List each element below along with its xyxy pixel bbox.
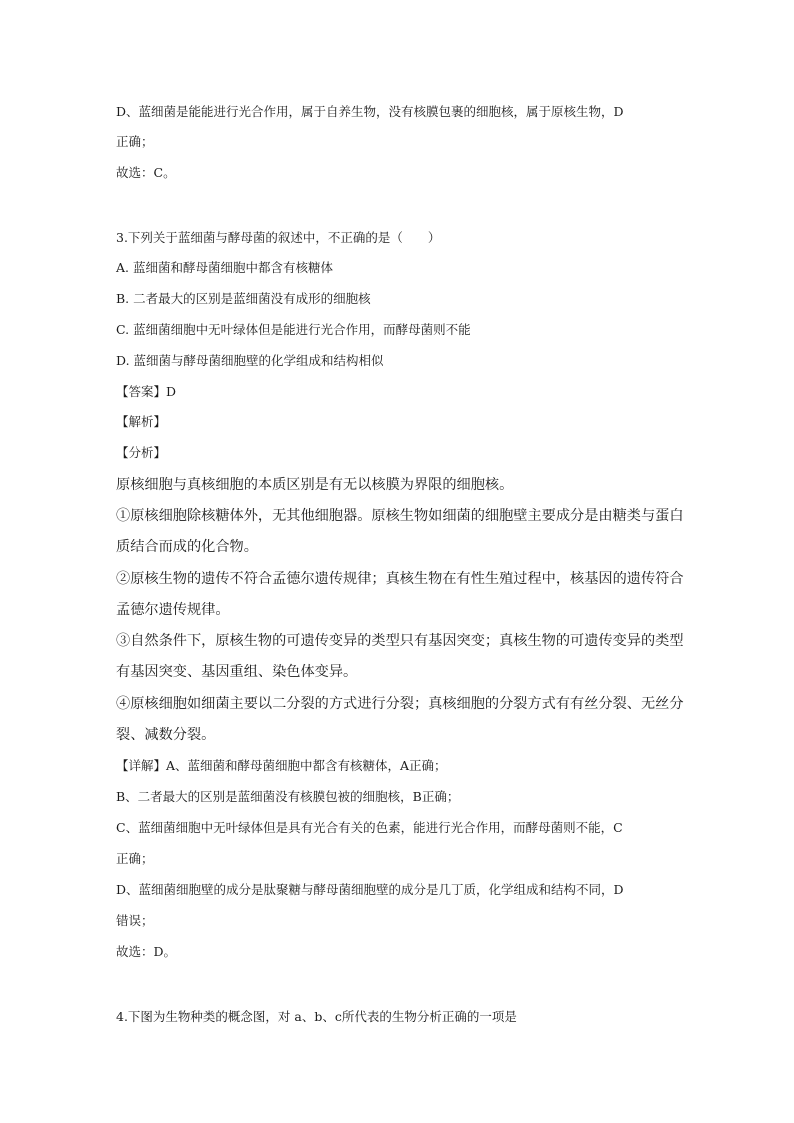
q3-detail-line: 正确； <box>116 851 154 866</box>
q4-stem: 4.下图为生物种类的概念图，对 a、b、c所代表的生物分析正确的一项是 <box>116 1009 517 1024</box>
q3-analysis-line: ③自然条件下，原核生物的可遗传变异的类型只有基因突变；真核生物的可遗传变异的类型 <box>116 633 684 649</box>
q3-option-c: C. 蓝细菌细胞中无叶绿体但是能进行光合作用，而酵母菌则不能 <box>116 322 471 337</box>
q3-jiexi-heading: 【解析】 <box>116 414 167 429</box>
prev-conclusion: 故选：C。 <box>116 165 176 180</box>
q3-analysis-line: 有基因突变、基因重组、染色体变异。 <box>116 664 358 680</box>
q3-detail-line: 错误； <box>116 913 154 928</box>
q3-analysis-line: 裂、减数分裂。 <box>116 727 216 743</box>
prev-option-d-line2: 正确； <box>116 134 154 149</box>
q3-analysis-line: 质结合而成的化合物。 <box>116 539 258 555</box>
q3-answer: 【答案】D <box>116 384 177 399</box>
q3-option-d: D. 蓝细菌与酵母菌细胞壁的化学组成和结构相似 <box>116 353 384 368</box>
q3-fenxi-heading: 【分析】 <box>116 445 167 460</box>
q3-analysis-line: 原核细胞与真核细胞的本质区别是有无以核膜为界限的细胞核。 <box>116 477 514 493</box>
q3-detail-conclusion: 故选：D。 <box>116 944 177 959</box>
q3-option-a: A. 蓝细菌和酵母菌细胞中都含有核糖体 <box>116 260 333 275</box>
q3-stem: 3.下列关于蓝细菌与酵母菌的叙述中，不正确的是（ ） <box>116 230 441 245</box>
q3-detail-line: D、蓝细菌细胞壁的成分是肽聚糖与酵母菌细胞壁的成分是几丁质，化学组成和结构不同，D <box>116 882 624 897</box>
q3-analysis-line: ④原核细胞如细菌主要以二分裂的方式进行分裂；真核细胞的分裂方式有有丝分裂、无丝分 <box>116 696 684 712</box>
q3-detail-line: 【详解】A、蓝细菌和酵母菌细胞中都含有核糖体，A正确； <box>116 758 447 773</box>
prev-option-d-line1: D、蓝细菌是能能进行光合作用，属于自养生物，没有核膜包裹的细胞核，属于原核生物，D <box>116 104 624 119</box>
q3-analysis-line: ①原核细胞除核糖体外，无其他细胞器。原核生物如细菌的细胞壁主要成分是由糖类与蛋白 <box>116 508 684 524</box>
q3-detail-line: B、二者最大的区别是蓝细菌没有核膜包被的细胞核，B正确； <box>116 789 460 804</box>
q3-analysis-line: ②原核生物的遗传不符合孟德尔遗传规律；真核生物在有性生殖过程中，核基因的遗传符合 <box>116 571 684 587</box>
q3-option-b: B. 二者最大的区别是蓝细菌没有成形的细胞核 <box>116 291 371 306</box>
q3-analysis-line: 孟德尔遗传规律。 <box>116 602 230 618</box>
q3-detail-line: C、蓝细菌细胞中无叶绿体但是具有光合有关的色素，能进行光合作用，而酵母菌则不能，C <box>116 820 623 835</box>
